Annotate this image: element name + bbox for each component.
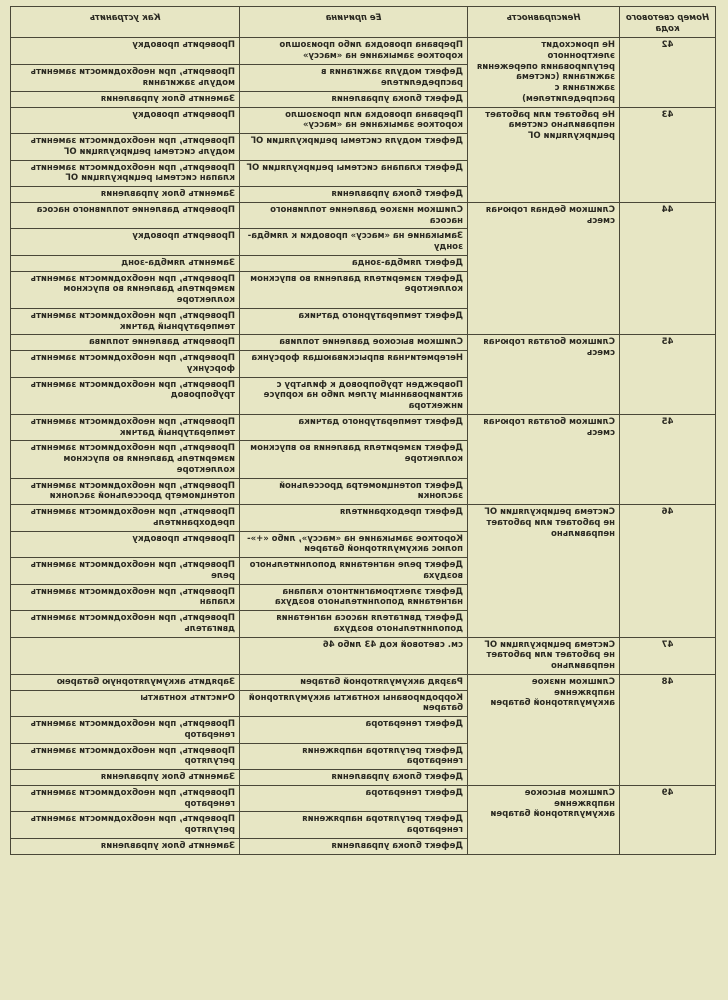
fix-cell: Проверить, при необходимости заменить модуль зажигания: [11, 64, 240, 91]
fix-cell: Проверить проводку: [11, 107, 240, 134]
cause-cell: Негерметичная впрыскивающая форсунка: [240, 351, 468, 378]
fault-cell: Слишком высокое напряжение аккумуляторной батареи: [468, 785, 620, 854]
fix-cell: Проверить проводку: [11, 38, 240, 65]
fix-cell: Зарядить аккумуляторную батарею: [11, 674, 240, 690]
header-code: Номер светового кода: [620, 7, 716, 38]
fix-cell: Проверить, при необходимости заменить реле: [11, 558, 240, 585]
cause-cell: Короткое замыкание на «массу», либо «+»-полюс аккумуляторной батареи: [240, 531, 468, 558]
cause-cell: Корродированы контакты аккумуляторной батареи: [240, 690, 468, 717]
fault-cell: Слишком богатая горючая смесь: [468, 335, 620, 415]
fault-code-table: [10, 6, 716, 855]
cause-cell: Дефект блока управления: [240, 838, 468, 854]
cause-cell: Дефект блока управления: [240, 91, 468, 107]
fix-cell: Проверить, при необходимости заменить форсунку: [11, 351, 240, 378]
fix-cell: Проверить, при необходимости заменить клапан системы рециркуляции ОГ: [11, 160, 240, 187]
cause-cell: Прервана проводка или произошло короткое замыкание на «массу»: [240, 107, 468, 134]
fix-cell: Заменить блок управления: [11, 187, 240, 203]
table-row: [11, 202, 716, 229]
fix-cell: [11, 637, 240, 674]
table-row: [11, 38, 716, 65]
cause-cell: Дефект температурного датчика: [240, 308, 468, 335]
fix-cell: Проверить, при необходимости заменить температурный датчик: [11, 414, 240, 441]
fix-cell: Проверить, при необходимости заменить трубопровод: [11, 377, 240, 414]
fix-cell: Очистить контакты: [11, 690, 240, 717]
header-cause: Ее причина: [240, 7, 468, 38]
light-code-cell: 43: [620, 107, 716, 202]
header-fix: Как устранить: [11, 7, 240, 38]
fix-cell: Проверить, при необходимости заменить температурный датчик: [11, 308, 240, 335]
cause-cell: Дефект двигателя насоса нагнетания дополнительного воздуха: [240, 611, 468, 638]
fault-cell: Слишком низкое напряжение аккумуляторной батареи: [468, 674, 620, 785]
cause-cell: Дефект блока управления: [240, 770, 468, 786]
fix-cell: Проверить, при необходимости заменить генератор: [11, 717, 240, 744]
cause-cell: Дефект температурного датчика: [240, 414, 468, 441]
fix-cell: Проверить, при необходимости заменить модуль системы рециркуляции ОГ: [11, 134, 240, 161]
cause-cell: Дефект регулятора напряжения генератора: [240, 812, 468, 839]
fix-cell: Проверить, при необходимости заменить регулятор: [11, 812, 240, 839]
fix-cell: Проверить давление топливного насоса: [11, 202, 240, 229]
table-row: [11, 674, 716, 690]
fix-cell: Проверить проводку: [11, 229, 240, 256]
cause-cell: Дефект модуля зажигания в распределителе: [240, 64, 468, 91]
light-code-cell: 48: [620, 674, 716, 785]
fix-cell: Проверить, при необходимости заменить регулятор: [11, 743, 240, 770]
cause-cell: Дефект генератора: [240, 717, 468, 744]
cause-cell: Дефект блока управления: [240, 187, 468, 203]
cause-cell: Прервана проводка либо произошло короткое замыкание на «массу»: [240, 38, 468, 65]
cause-cell: Дефект лямбда-зонда: [240, 255, 468, 271]
light-code-cell: 45: [620, 335, 716, 415]
fix-cell: Проверить, при необходимости заменить двигатель: [11, 611, 240, 638]
cause-cell: Разряд аккумуляторной батареи: [240, 674, 468, 690]
table-row: [11, 335, 716, 351]
header-fault: Неисправность: [468, 7, 620, 38]
cause-cell: Дефект электромагнитного клапана нагнетания дополнительного воздуха: [240, 584, 468, 611]
cause-cell: Дефект клапана системы рециркуляции ОГ: [240, 160, 468, 187]
fix-cell: Проверить проводку: [11, 531, 240, 558]
header-row: [11, 7, 716, 38]
cause-cell: Дефект модуля системы рециркуляции ОГ: [240, 134, 468, 161]
light-code-cell: 44: [620, 202, 716, 335]
cause-cell: Поврежден трубопровод к фильтру с активированным углем либо на корпусе инжектора: [240, 377, 468, 414]
fix-cell: Заменить блок управления: [11, 770, 240, 786]
fault-cell: Слишком бедная горючая смесь: [468, 202, 620, 335]
light-code-cell: 46: [620, 505, 716, 638]
fix-cell: Проверить, при необходимости заменить предохранитель: [11, 505, 240, 532]
cause-cell: Дефект измерителя давления во впускном коллекторе: [240, 271, 468, 308]
fix-cell: Проверить, при необходимости заменить генератор: [11, 785, 240, 812]
cause-cell: Дефект измерителя давления во впускном коллекторе: [240, 441, 468, 478]
fix-cell: Проверить давление топлива: [11, 335, 240, 351]
cause-cell: Слишком высокое давление топлива: [240, 335, 468, 351]
cause-cell: Замыкание на «массу» проводки к лямбда-зонду: [240, 229, 468, 256]
cause-cell: Дефект предохранителя: [240, 505, 468, 532]
fix-cell: Проверить, при необходимости заменить измеритель давления во впускном коллекторе: [11, 271, 240, 308]
fix-cell: Заменить лямбда-зонд: [11, 255, 240, 271]
table-row: [11, 785, 716, 812]
table-row: [11, 107, 716, 134]
cause-cell: Слишком низкое давление топливного насоса: [240, 202, 468, 229]
cause-cell: Дефект регулятора напряжения генератора: [240, 743, 468, 770]
fix-cell: Проверить, при необходимости заменить измеритель давления во впускном коллекторе: [11, 441, 240, 478]
table-body: [11, 38, 716, 855]
light-code-cell: 49: [620, 785, 716, 854]
fix-cell: Заменить блок управления: [11, 838, 240, 854]
cause-cell: Дефект реле нагнетания дополнительного воздуха: [240, 558, 468, 585]
fix-cell: Заменить блок управления: [11, 91, 240, 107]
table-row: [11, 637, 716, 674]
light-code-cell: 45: [620, 414, 716, 504]
light-code-cell: 47: [620, 637, 716, 674]
cause-cell: Дефект потенциометра дроссельной заслонки: [240, 478, 468, 505]
fix-cell: Проверить, при необходимости заменить клапан: [11, 584, 240, 611]
fault-cell: Слишком богатая горючая смесь: [468, 414, 620, 504]
fault-cell: Система рециркуляции ОГ не работает или работает неправильно: [468, 637, 620, 674]
fault-cell: Система рециркуляции ОГ не работает или работает неправильно: [468, 505, 620, 638]
fix-cell: Проверить, при необходимости заменить потенциометр дроссельной заслонки: [11, 478, 240, 505]
light-code-cell: 42: [620, 38, 716, 108]
table-row: [11, 414, 716, 441]
cause-cell: Дефект генератора: [240, 785, 468, 812]
fault-cell: Не работает или работает неправильно система рециркуляции ОГ: [468, 107, 620, 202]
table-row: [11, 505, 716, 532]
fault-cell: Не происходит электронного регулирования опережения зажигания (система зажигания с распределителем): [468, 38, 620, 108]
cause-cell: см. световой код 43 либо 46: [240, 637, 468, 674]
